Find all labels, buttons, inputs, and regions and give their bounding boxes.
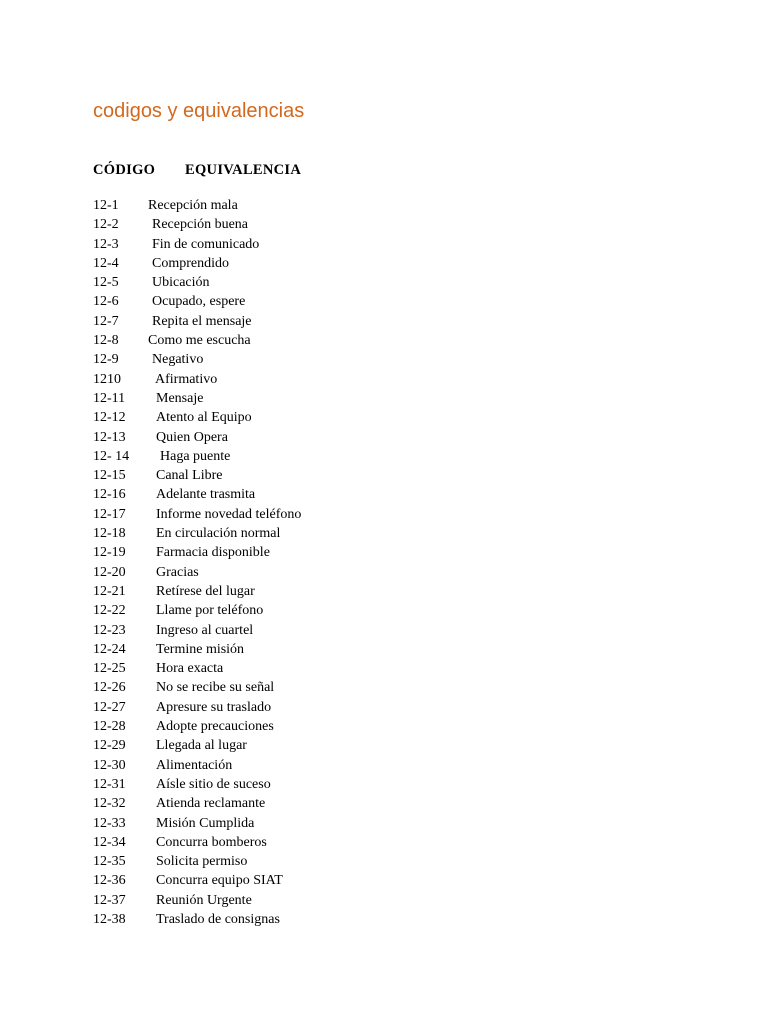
code-value: 12-1 <box>93 198 119 213</box>
code-value: 12-11 <box>93 390 126 406</box>
code-value: 12-12 <box>93 410 126 426</box>
column-header-equivalence: EQUIVALENCIA <box>185 162 302 178</box>
list-item <box>93 235 393 254</box>
list-item <box>93 408 393 427</box>
list-item <box>93 485 393 504</box>
equivalence-value: No se recibe su señal <box>156 680 275 696</box>
code-list <box>93 196 393 929</box>
code-value: 12-29 <box>93 738 126 754</box>
list-item <box>93 871 393 890</box>
list-item <box>93 370 393 389</box>
code-value: 12-9 <box>93 352 119 368</box>
code-value: 12-13 <box>93 429 126 445</box>
code-value: 12-23 <box>93 622 126 638</box>
equivalence-value: Afirmativo <box>155 371 218 387</box>
equivalence-value: Traslado de consignas <box>156 911 280 927</box>
list-item <box>93 717 393 736</box>
equivalence-value: Adopte precauciones <box>156 719 274 735</box>
code-value: 12-24 <box>93 641 126 657</box>
list-item <box>93 736 393 755</box>
list-item <box>93 312 393 331</box>
equivalence-value: Llame por teléfono <box>156 603 264 619</box>
equivalence-value: Negativo <box>152 352 204 368</box>
equivalence-value: Concurra equipo SIAT <box>156 873 283 889</box>
code-value: 12-4 <box>93 255 119 271</box>
equivalence-value: Canal Libre <box>156 468 223 484</box>
list-item <box>93 466 393 485</box>
code-value: 12-25 <box>93 661 126 677</box>
equivalence-value: Termine misión <box>156 641 245 657</box>
equivalence-value: Misión Cumplida <box>156 815 255 831</box>
equivalence-value: Haga puente <box>160 448 231 464</box>
equivalence-value: Adelante trasmita <box>156 487 256 503</box>
code-value: 12- 14 <box>93 448 130 464</box>
code-value: 12-26 <box>93 680 126 696</box>
equivalence-value: Llegada al lugar <box>156 738 247 754</box>
equivalence-value: Ubicación <box>152 275 210 291</box>
list-item <box>93 678 393 697</box>
list-item <box>93 833 393 852</box>
equivalence-value: Reunión Urgente <box>156 892 252 908</box>
code-value: 12-31 <box>93 776 126 792</box>
list-item <box>93 215 393 234</box>
list-item <box>93 659 393 678</box>
equivalence-value: En circulación normal <box>156 526 281 542</box>
list-item <box>93 794 393 813</box>
code-value: 12-35 <box>93 854 126 870</box>
equivalence-value: Como me escucha <box>148 333 251 349</box>
code-value: 12-38 <box>93 911 126 927</box>
list-item <box>93 447 393 466</box>
code-value: 12-15 <box>93 468 126 484</box>
list-item <box>93 331 393 350</box>
equivalence-value: Ingreso al cuartel <box>156 622 254 638</box>
equivalence-value: Farmacia disponible <box>156 545 270 561</box>
code-value: 12-3 <box>93 236 119 252</box>
list-item <box>93 698 393 717</box>
equivalence-value: Atienda reclamante <box>156 796 266 812</box>
equivalence-value: Informe novedad teléfono <box>156 506 302 522</box>
list-item <box>93 756 393 775</box>
list-item <box>93 910 393 929</box>
list-item <box>93 621 393 640</box>
list-item <box>93 891 393 910</box>
list-item <box>93 775 393 794</box>
list-item <box>93 814 393 833</box>
code-value: 12-18 <box>93 526 126 542</box>
list-item <box>93 428 393 447</box>
equivalence-value: Recepción mala <box>148 198 238 213</box>
list-item <box>93 601 393 620</box>
code-value: 12-27 <box>93 699 126 715</box>
list-item <box>93 505 393 524</box>
code-value: 12-22 <box>93 603 126 619</box>
equivalence-value: Comprendido <box>152 255 229 271</box>
list-item <box>93 640 393 659</box>
list-item <box>93 563 393 582</box>
code-value: 12-2 <box>93 217 119 233</box>
equivalence-value: Recepción buena <box>152 217 249 233</box>
code-value: 12-7 <box>93 313 119 329</box>
equivalence-value: Alimentación <box>156 757 233 773</box>
code-value: 12-20 <box>93 564 126 580</box>
list-item <box>93 582 393 601</box>
list-item <box>93 292 393 311</box>
code-value: 12-34 <box>93 834 126 850</box>
code-value: 12-33 <box>93 815 126 831</box>
equivalence-value: Gracias <box>156 564 199 580</box>
list-item <box>93 273 393 292</box>
list-item <box>93 350 393 369</box>
equivalence-value: Mensaje <box>156 390 204 406</box>
code-value: 12-16 <box>93 487 126 503</box>
equivalence-value: Fin de comunicado <box>152 236 260 252</box>
equivalence-value: Atento al Equipo <box>156 410 252 426</box>
list-item <box>93 389 393 408</box>
equivalence-value: Repita el mensaje <box>152 313 252 329</box>
code-value: 12-36 <box>93 873 126 889</box>
list-item <box>93 524 393 543</box>
code-value: 12-17 <box>93 506 126 522</box>
code-value: 12-19 <box>93 545 126 561</box>
code-value: 12-5 <box>93 275 119 291</box>
code-value: 12-37 <box>93 892 126 908</box>
equivalence-value: Apresure su traslado <box>156 699 272 715</box>
code-value: 12-28 <box>93 719 126 735</box>
list-item <box>93 196 393 215</box>
list-item <box>93 852 393 871</box>
document-title: codigos y equivalencias <box>93 100 305 122</box>
code-value: 12-6 <box>93 294 119 310</box>
code-value: 1210 <box>93 371 121 387</box>
list-item <box>93 254 393 273</box>
equivalence-value: Solicita permiso <box>156 854 248 870</box>
code-value: 12-21 <box>93 583 126 599</box>
equivalence-value: Retírese del lugar <box>156 583 255 599</box>
equivalence-value: Quien Opera <box>156 429 228 445</box>
equivalence-value: Ocupado, espere <box>152 294 246 310</box>
code-value: 12-8 <box>93 333 119 349</box>
equivalence-value: Hora exacta <box>156 661 224 677</box>
code-value: 12-30 <box>93 757 126 773</box>
column-header-code: CÓDIGO <box>93 162 156 178</box>
equivalence-value: Concurra bomberos <box>156 834 267 850</box>
code-value: 12-32 <box>93 796 126 812</box>
equivalence-value: Aísle sitio de suceso <box>156 776 271 792</box>
list-item <box>93 543 393 562</box>
